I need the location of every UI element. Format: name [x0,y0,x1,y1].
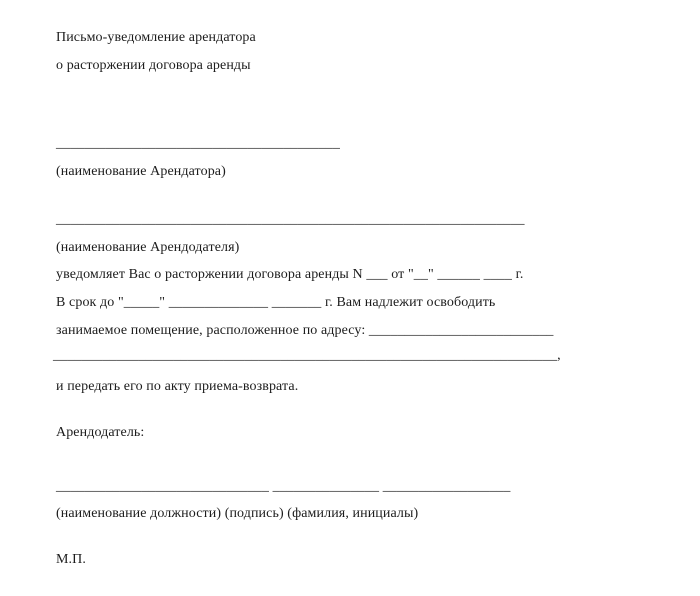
transfer-act-line: и передать его по акту приема-возврата. [56,379,299,394]
stamp-place-label: М.П. [56,552,86,567]
signature-caption: (наименование должности) (подпись) (фамилия, инициалы) [56,506,419,521]
notice-termination-line: уведомляет Вас о расторжении договора аренды N ___ от "__" ______ ____ г. [56,267,524,282]
landlord-name-blank-line: __________________________________________________________________ [56,212,525,227]
address-blank-line: _______________________________________________________________________, [53,348,561,363]
vacate-deadline-line: В срок до "_____" ______________ _______ г. Вам надлежит освободить [56,295,496,310]
landlord-name-caption: (наименование Арендодателя) [56,240,240,255]
landlord-signature-label: Арендодатель: [56,425,145,440]
premises-address-line: занимаемое помещение, расположенное по адресу: __________________________ [56,323,554,338]
tenant-name-blank-line: ________________________________________ [56,136,340,151]
letter-title-line2: о расторжении договора аренды [56,58,251,73]
letter-title-line1: Письмо-уведомление арендатора [56,30,256,45]
signature-blank-lines: ______________________________ _______________ __________________ [56,479,511,494]
tenant-name-caption: (наименование Арендатора) [56,164,226,179]
